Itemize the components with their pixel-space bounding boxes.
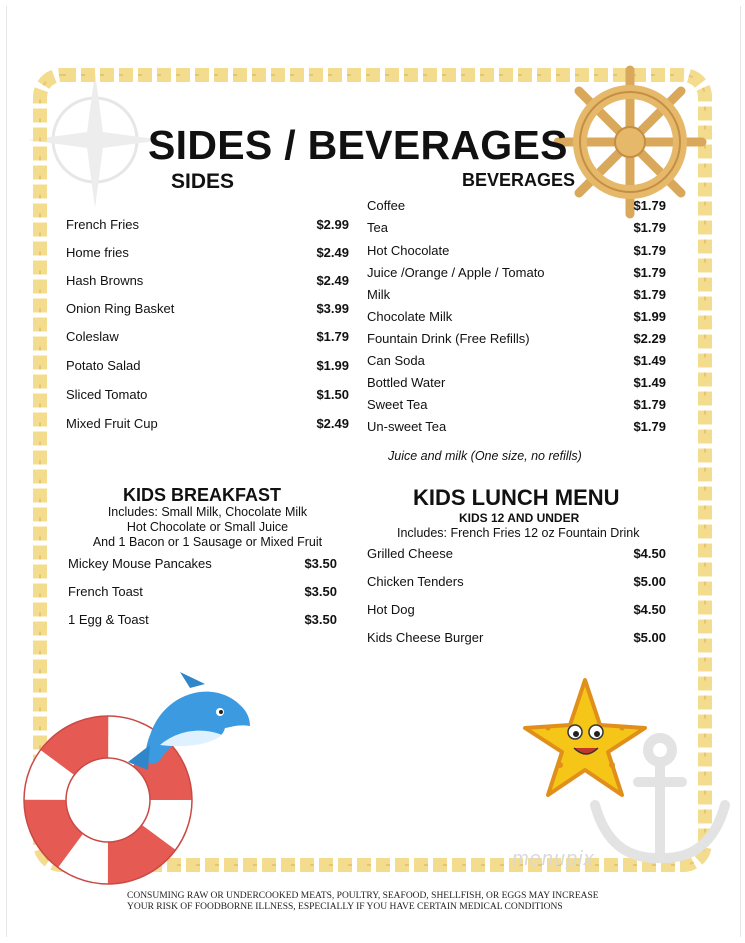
beverage-item-price: $1.79 bbox=[633, 265, 666, 280]
kids-lunch-includes: Includes: French Fries 12 oz Fountain Drink bbox=[397, 526, 640, 540]
kids-breakfast-item-name: Mickey Mouse Pancakes bbox=[68, 556, 212, 571]
kids-breakfast-item-name: 1 Egg & Toast bbox=[68, 612, 149, 627]
kids-lunch-item-name: Chicken Tenders bbox=[367, 574, 464, 589]
side-item-name: French Fries bbox=[66, 217, 139, 232]
starfish-icon bbox=[525, 680, 645, 795]
kids-lunch-item-name: Grilled Cheese bbox=[367, 546, 453, 561]
beverage-item-price: $1.79 bbox=[633, 397, 666, 412]
dolphin-icon bbox=[128, 672, 250, 770]
beverage-item-price: $1.79 bbox=[633, 243, 666, 258]
side-item-name: Hash Browns bbox=[66, 273, 144, 288]
beverage-item-name: Coffee bbox=[367, 198, 406, 213]
beverage-item-name: Bottled Water bbox=[367, 375, 446, 390]
beverage-item-name: Milk bbox=[367, 287, 391, 302]
side-item-name: Potato Salad bbox=[66, 358, 141, 373]
sides-heading: SIDES bbox=[171, 170, 235, 193]
beverage-item-price: $1.79 bbox=[633, 419, 666, 434]
beverage-item-price: $1.49 bbox=[633, 375, 666, 390]
side-item-price: $2.49 bbox=[316, 245, 349, 260]
beverage-item-name: Juice /Orange / Apple / Tomato bbox=[367, 265, 545, 280]
kids-breakfast-heading: KIDS BREAKFAST bbox=[123, 485, 282, 505]
kids-lunch-item-name: Hot Dog bbox=[367, 602, 415, 617]
beverage-item-name: Un-sweet Tea bbox=[367, 419, 447, 434]
beverage-item-price: $1.79 bbox=[633, 198, 666, 213]
kids-lunch-item-price: $5.00 bbox=[633, 574, 666, 589]
side-item-name: Coleslaw bbox=[66, 329, 119, 344]
disclaimer-line: CONSUMING RAW OR UNDERCOOKED MEATS, POULTRY, SEAFOOD, SHELLFISH, OR EGGS MAY INCREASE bbox=[127, 891, 599, 901]
side-item-name: Home fries bbox=[66, 245, 129, 260]
disclaimer-line: YOUR RISK OF FOODBORNE ILLNESS, ESPECIALLY IF YOU HAVE CERTAIN MEDICAL CONDITIONS bbox=[127, 902, 563, 912]
kids-lunch-item-price: $4.50 bbox=[633, 602, 666, 617]
kids-lunch-item-name: Kids Cheese Burger bbox=[367, 630, 484, 645]
beverage-item-price: $1.49 bbox=[633, 353, 666, 368]
beverage-item-price: $2.29 bbox=[633, 331, 666, 346]
beverage-item-name: Can Soda bbox=[367, 353, 425, 368]
kids-breakfast-item-price: $3.50 bbox=[304, 584, 337, 599]
kids-lunch-item-price: $5.00 bbox=[633, 630, 666, 645]
side-item-price: $1.79 bbox=[316, 329, 349, 344]
side-item-name: Sliced Tomato bbox=[66, 387, 148, 402]
includes-line: Hot Chocolate or Small Juice bbox=[126, 520, 289, 534]
beverage-item-price: $1.79 bbox=[633, 287, 666, 302]
side-item-price: $2.49 bbox=[316, 273, 349, 288]
kids-breakfast-item-name: French Toast bbox=[68, 584, 143, 599]
side-item-price: $2.99 bbox=[316, 217, 349, 232]
kids-lunch-heading: KIDS LUNCH MENU bbox=[413, 485, 620, 510]
side-item-price: $1.99 bbox=[316, 358, 349, 373]
beverages-heading: BEVERAGES bbox=[462, 170, 576, 190]
watermark: menupix bbox=[512, 848, 595, 870]
beverage-note: Juice and milk (One size, no refills) bbox=[388, 449, 582, 463]
kids-breakfast-includes bbox=[60, 505, 355, 550]
kids-lunch-item-price: $4.50 bbox=[633, 546, 666, 561]
side-item-price: $3.99 bbox=[316, 301, 349, 316]
includes-line: And 1 Bacon or 1 Sausage or Mixed Fruit bbox=[92, 535, 323, 549]
kids-breakfast-item-price: $3.50 bbox=[304, 556, 337, 571]
side-item-price: $2.49 bbox=[316, 416, 349, 431]
beverage-item-name: Fountain Drink (Free Refills) bbox=[367, 331, 530, 346]
side-item-name: Onion Ring Basket bbox=[66, 301, 175, 316]
beverage-item-name: Hot Chocolate bbox=[367, 243, 450, 258]
kids-lunch-subheading: KIDS 12 AND UNDER bbox=[459, 511, 580, 525]
beverage-item-price: $1.99 bbox=[633, 309, 666, 324]
ship-wheel-icon bbox=[558, 70, 702, 214]
beverage-item-name: Sweet Tea bbox=[367, 397, 428, 412]
side-item-name: Mixed Fruit Cup bbox=[66, 416, 158, 431]
includes-line: Includes: Small Milk, Chocolate Milk bbox=[107, 505, 308, 519]
beverage-item-name: Chocolate Milk bbox=[367, 309, 453, 324]
beverage-item-name: Tea bbox=[367, 220, 388, 235]
page-title: SIDES / BEVERAGES bbox=[148, 122, 568, 168]
kids-breakfast-item-price: $3.50 bbox=[304, 612, 337, 627]
side-item-price: $1.50 bbox=[316, 387, 349, 402]
beverage-item-price: $1.79 bbox=[633, 220, 666, 235]
food-safety-disclaimer bbox=[127, 891, 599, 913]
